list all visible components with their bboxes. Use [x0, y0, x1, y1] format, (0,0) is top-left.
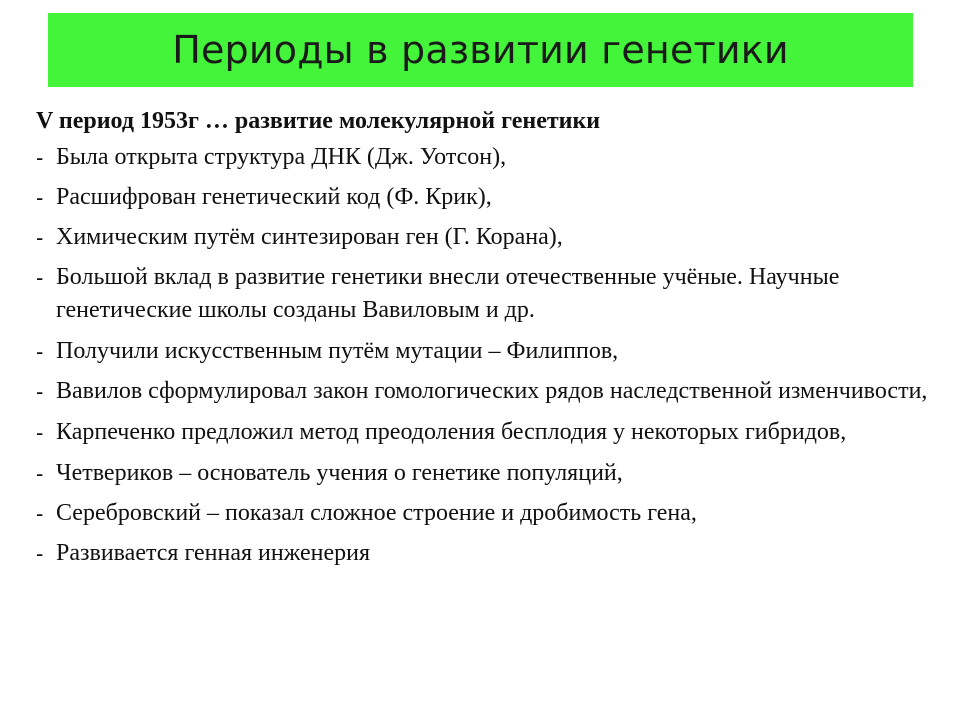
list-item-text: Расшифрован генетический код (Ф. Крик),	[56, 184, 492, 210]
list-item	[36, 497, 941, 530]
list-item-text: Получили искусственным путём мутации – Филиппов,	[56, 338, 619, 364]
list-item-text: Вавилов сформулировал закон гомологических рядов наследственной изменчивости,	[56, 378, 928, 404]
list-item	[36, 457, 941, 490]
list-item-text: Серебровский – показал сложное строение и дробимость гена,	[56, 500, 697, 526]
list-item-text: Карпеченко предложил метод преодоления бесплодия у некоторых гибридов,	[56, 419, 847, 445]
list-item	[36, 181, 941, 214]
dash-bullet: -	[36, 145, 44, 170]
dash-bullet: -	[36, 461, 44, 486]
list-item-text: Была открыта структура ДНК (Дж. Уотсон),	[56, 144, 507, 170]
dash-bullet: -	[36, 420, 44, 445]
dash-bullet: -	[36, 541, 44, 566]
list-item	[36, 375, 941, 408]
period-heading: V период 1953г … развитие молекулярной генетики	[36, 108, 601, 134]
title-banner	[48, 13, 913, 87]
list-item	[36, 141, 941, 174]
dash-bullet: -	[36, 339, 44, 364]
list-item	[36, 537, 941, 570]
dash-bullet: -	[36, 225, 44, 250]
dash-bullet: -	[36, 265, 44, 290]
slide-content	[36, 104, 941, 577]
list-item	[36, 335, 941, 368]
list-item	[36, 221, 941, 254]
list-item-text: Химическим путём синтезирован ген (Г. Корана),	[56, 224, 563, 250]
dash-bullet: -	[36, 379, 44, 404]
slide-title: Периоды в развитии генетики	[172, 28, 789, 72]
list-item-text: Большой вклад в развитие генетики внесли отечественные учёные. Научные генетические школы созданы Вавиловым и др.	[56, 264, 840, 323]
list-item	[36, 416, 941, 449]
dash-bullet: -	[36, 501, 44, 526]
list-item-text: Развивается генная инженерия	[56, 540, 370, 566]
list-item	[36, 261, 941, 327]
dash-bullet: -	[36, 185, 44, 210]
list-item-text: Четвериков – основатель учения о генетике популяций,	[56, 460, 623, 486]
